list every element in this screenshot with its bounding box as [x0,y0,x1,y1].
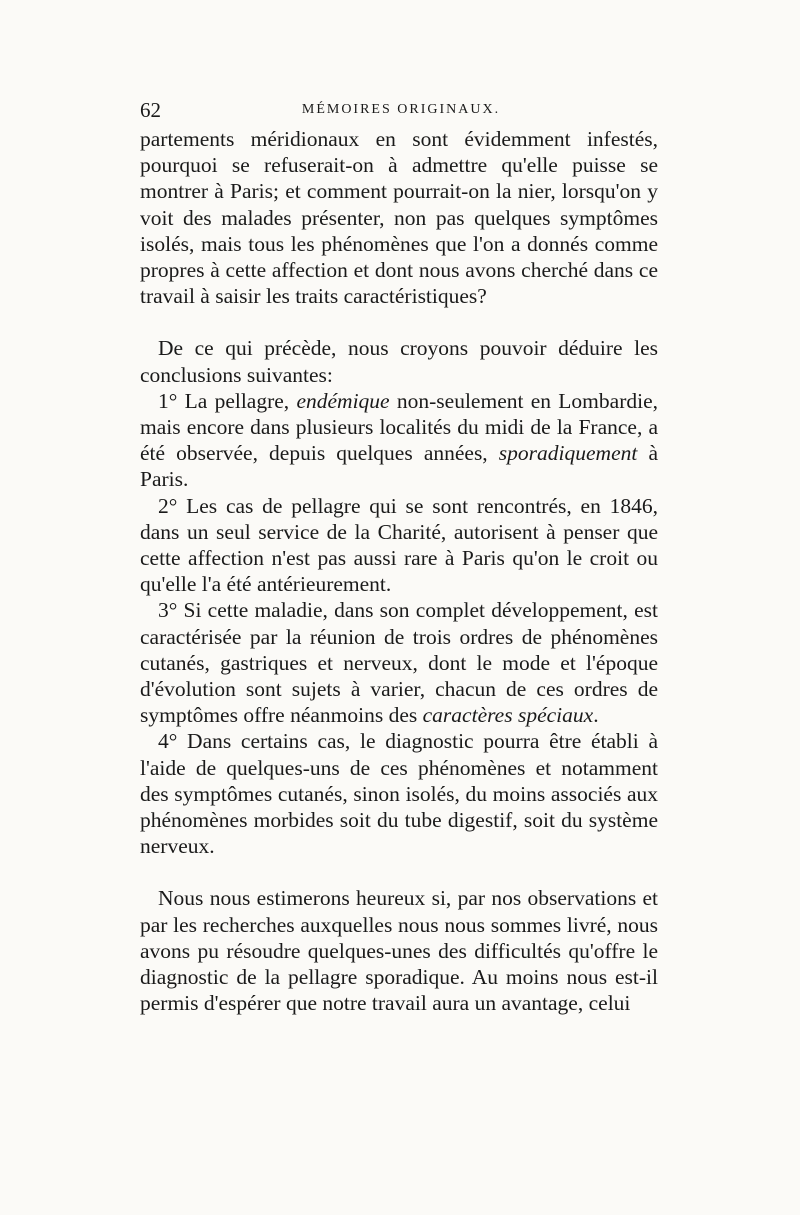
text-span: partements méridionaux en sont évidemment infestés, pourquoi se refuserait-on à admettre qu'elle puisse se montrer à Paris; et comment pourrait-on la nier, lorsqu'on y voit des malades présenter, non pas quelques symptômes isolés, mais tous les phénomènes que l'on a donnés comme propres à cette affection et dont nous avons cherché dans ce travail à saisir les traits caractéristiques? [140,127,658,309]
page-header [140,98,662,122]
text-span: De ce qui précède, nous croyons pouvoir déduire les conclusions suivantes: [140,336,658,387]
text-span: 4° Dans certains cas, le diagnostic pourra être établi à l'aide de quelques-uns de ces phénomènes et notamment des symptômes cutanés, sinon isolés, du moins associés aux phénomènes morbides soit du tube digestif, soit du système nerveux. [140,729,658,859]
text-span: Nous nous estimerons heureux si, par nos observations et par les recherches auxquelles nous nous sommes livré, nous avons pu résoudre quelques-unes des difficultés qu'offre le diagnostic de la pellagre sporadique. Au moins nous est-il permis d'espérer que notre travail aura un avantage, celui [140,886,658,1016]
text-span: non-seulement en Lombardie, mais encore dans plusieurs localités du midi de la France, a été observée, depuis quelques années, [140,388,658,466]
page-number: 62 [140,98,161,122]
text-span: 1° La pellagre, [158,388,297,413]
italic-term: caractères spéciaux [422,703,594,728]
text-span: . [593,703,599,728]
conclusion-4 [140,728,658,859]
body-text [140,126,658,1017]
conclusion-2 [140,493,658,598]
conclusion-1 [140,388,658,493]
text-span: 2° Les cas de pellagre qui se sont rencontrés, en 1846, dans un seul service de la Charité, autorisent à penser que cette affection n'est pas aussi rare à Paris qu'on le croit ou qu'elle l'a été antérieurement. [140,493,658,597]
italic-term: sporadiquement [498,441,638,466]
text-span: 3° Si cette maladie, dans son complet développement, est caractérisée par la réunion de trois ordres de phénomènes cutanés, gastriques et nerveux, dont le mode et l'époque d'évolution sont sujets à varier, chacun de ces ordres de symptômes offre néanmoins des [140,598,658,728]
paragraph-closing [140,885,658,1016]
italic-term: endémique [296,388,390,413]
paragraph-conclusions-intro [140,335,658,387]
running-title: MÉMOIRES ORIGINAUX. [301,102,501,117]
text-span: à Paris. [140,441,658,492]
paragraph-continuation [140,126,658,309]
conclusion-3 [140,597,658,728]
